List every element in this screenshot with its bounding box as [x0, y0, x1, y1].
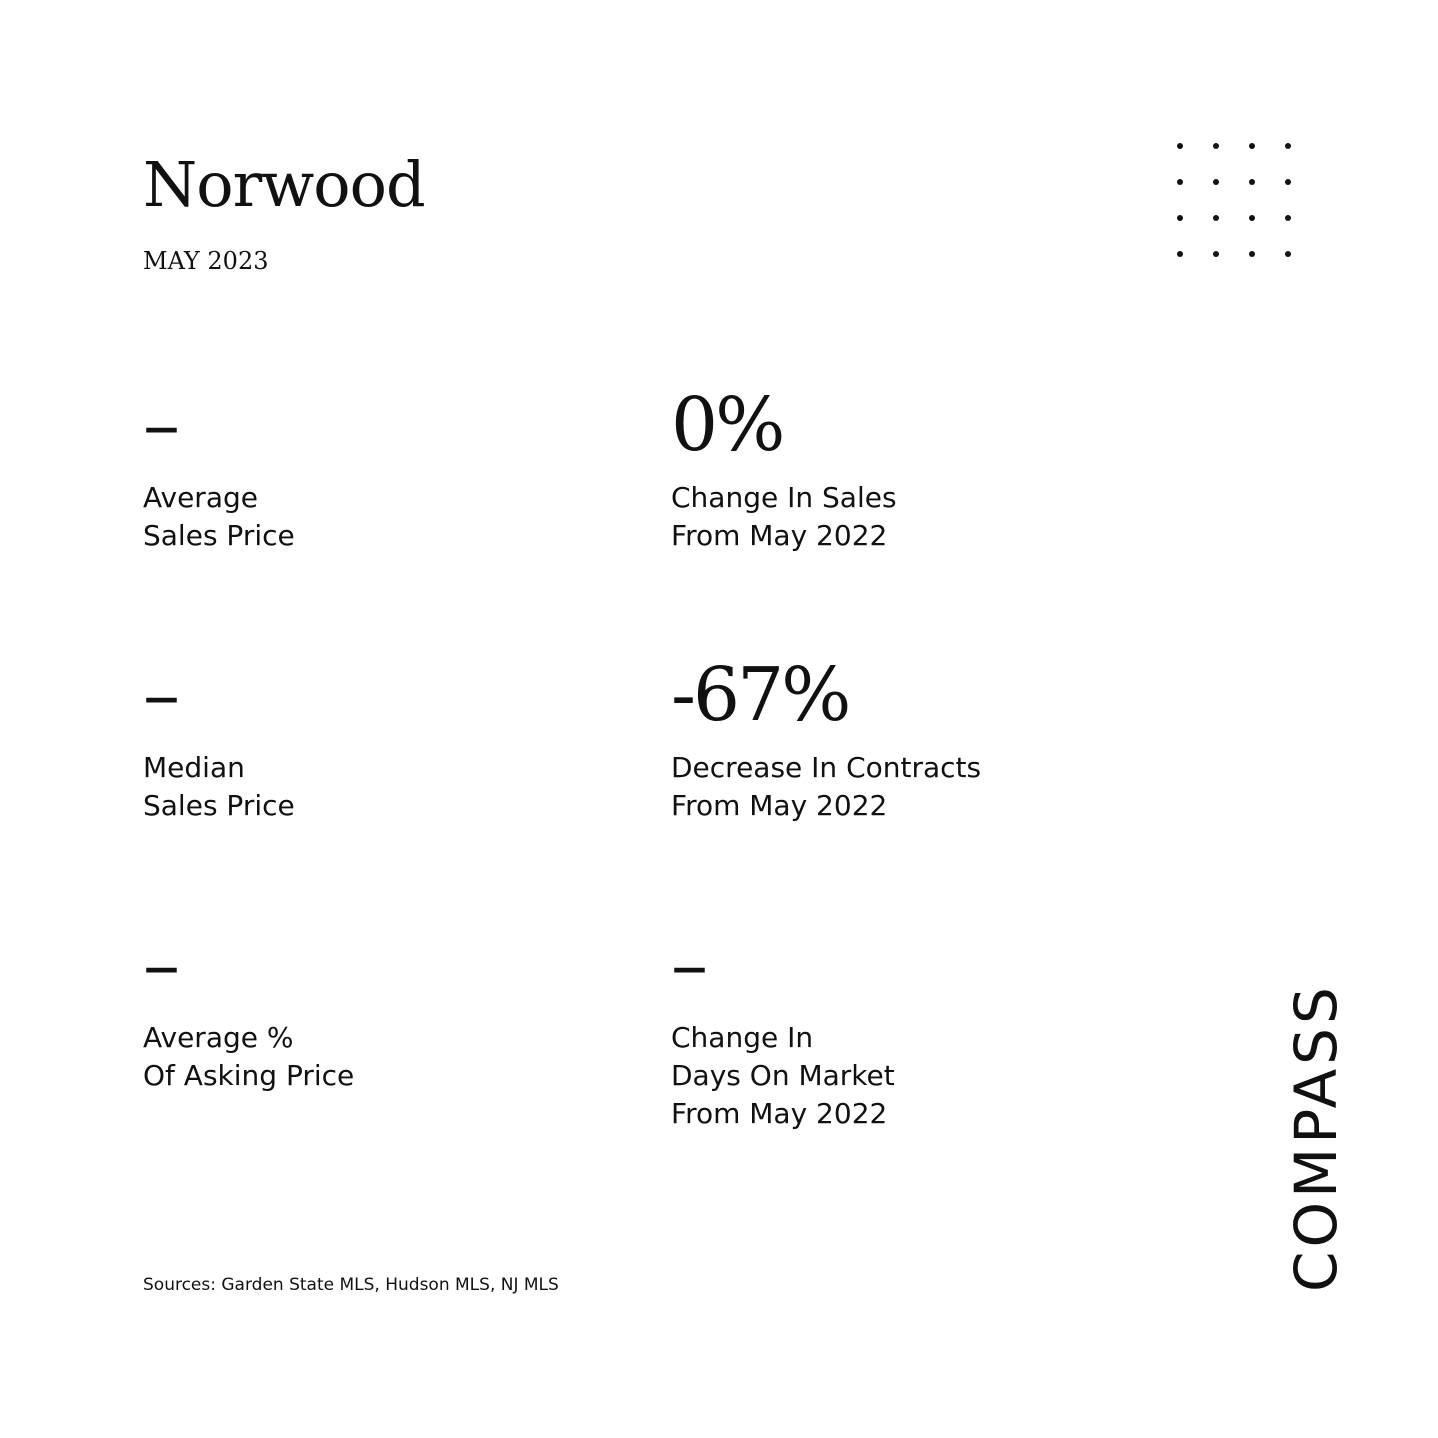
- compass-logo: COMPASS: [1282, 983, 1350, 1292]
- dot-grid-icon: [1177, 143, 1297, 263]
- dot: [1177, 215, 1183, 221]
- dot: [1249, 251, 1255, 257]
- stat-change-in-sales: [671, 382, 897, 555]
- dot: [1249, 179, 1255, 185]
- dot: [1285, 215, 1291, 221]
- stat-value: –: [143, 922, 177, 1008]
- stat-decrease-in-contracts: [671, 652, 982, 825]
- page-title: Norwood: [143, 148, 425, 221]
- dot: [1285, 179, 1291, 185]
- report-date: MAY 2023: [143, 247, 269, 275]
- dot: [1213, 179, 1219, 185]
- stat-median-sales-price: [143, 652, 295, 825]
- stat-label: Average Sales Price: [143, 481, 295, 552]
- dot: [1177, 251, 1183, 257]
- dot: [1177, 179, 1183, 185]
- sources-note: Sources: Garden State MLS, Hudson MLS, NJ MLS: [143, 1275, 559, 1295]
- dot: [1213, 143, 1219, 149]
- dot: [1213, 251, 1219, 257]
- dot: [1249, 215, 1255, 221]
- stat-value: -67%: [671, 652, 849, 738]
- stat-change-in-days-on-market: [671, 922, 895, 1133]
- stat-average-percent-of-asking: [143, 922, 355, 1095]
- stat-value: 0%: [671, 382, 783, 468]
- dot: [1213, 215, 1219, 221]
- stat-value: –: [671, 922, 705, 1008]
- stat-label: Change In Days On Market From May 2022: [671, 1021, 895, 1130]
- stat-label: Median Sales Price: [143, 751, 295, 822]
- stat-label: Decrease In Contracts From May 2022: [671, 751, 982, 822]
- stat-average-sales-price: [143, 382, 295, 555]
- stat-label: Average % Of Asking Price: [143, 1021, 355, 1092]
- stat-value: –: [143, 652, 177, 738]
- dot: [1177, 143, 1183, 149]
- dot: [1285, 251, 1291, 257]
- stat-label: Change In Sales From May 2022: [671, 481, 897, 552]
- dot: [1249, 143, 1255, 149]
- stat-value: –: [143, 382, 177, 468]
- dot: [1285, 143, 1291, 149]
